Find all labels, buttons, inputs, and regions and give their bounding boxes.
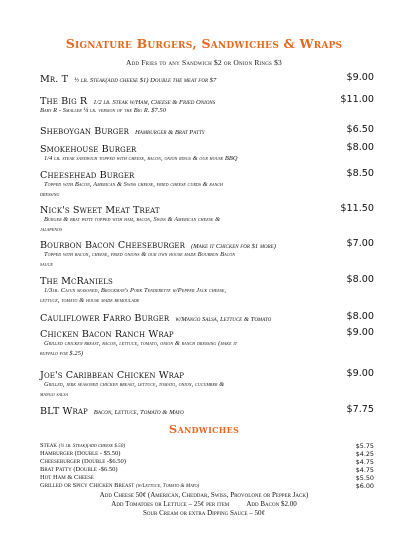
list-item [40, 450, 374, 458]
item-name: Cheesehead Burger [40, 170, 135, 181]
list-item [40, 442, 374, 450]
sandwich-note: (w/Lettuce, Tomato & Mayo) [135, 483, 200, 489]
item-name: Chicken Bacon Ranch Wrap [40, 329, 174, 340]
sandwich-price: $5.50 [355, 474, 374, 482]
item-price: $9.00 [346, 368, 374, 379]
item-inline-desc: w/Mango Salsa, Lettuce & Tomato [175, 316, 272, 323]
sandwich-name: Brat Patty (Double -$6.50) [40, 466, 118, 473]
sandwich-price: $5.75 [355, 442, 374, 450]
item-desc: 1/3lb. Cajun seasoned, Brockman's Pork Tenderette w/Pepper Jack cheese, [44, 287, 227, 294]
menu-item-chicken-bacon-ranch [40, 327, 374, 358]
list-item [40, 482, 374, 490]
sandwich-note: (½ lb. Steak)(add cheese $.50) [58, 443, 126, 449]
item-desc: Baby R - Smaller ¼ lb. version of the Big R. $7.50 [40, 107, 167, 114]
item-price: $8.00 [346, 311, 374, 322]
item-desc: Burger & brat patty topped with ham, bacon, Swiss & American cheese & [44, 216, 221, 223]
item-name: Cauliflower Farro Burger [40, 313, 170, 324]
menu-item-mr-t [40, 72, 374, 84]
item-name: Nick's Sweet Meat Treat [40, 205, 160, 216]
item-inline-desc: Bacon, Lettuce, Tomato & Mayo [93, 409, 184, 416]
menu-item-big-r [40, 94, 374, 116]
sandwiches-list [40, 442, 374, 490]
item-inline-desc: (Make it Chicken for $1 more) [190, 243, 276, 250]
item-name: Joe's Caribbean Chicken Wrap [40, 370, 185, 381]
item-name: Sheboygan Burger [40, 126, 130, 137]
sandwich-name: Grilled or Spicy Chicken Breast [40, 482, 136, 489]
item-price: $6.50 [346, 124, 374, 135]
item-price: $8.00 [346, 142, 374, 153]
menu-item-smokehouse [40, 142, 374, 164]
item-name: Mr. T [40, 74, 69, 85]
item-price: $11.50 [340, 203, 374, 214]
item-desc: lettuce, tomato & house made remoulade [40, 296, 140, 304]
item-inline-desc: 1/2 lb. Steak w/Ham, Cheese & Fried Onions [93, 99, 216, 106]
item-name: The McRaniels [40, 276, 113, 287]
list-item [40, 466, 374, 474]
item-desc: jalapenos [40, 225, 63, 233]
item-desc: Topped with bacon, cheese, fried onions & our own house made Bourbon Bacon [44, 251, 236, 258]
menu-item-caribbean-wrap [40, 368, 374, 399]
item-desc: dressing [40, 190, 60, 198]
menu-item-mcraniels [40, 274, 374, 305]
sandwich-name: Cheeseburger (Double -$6.50) [40, 458, 126, 465]
item-desc: mango salsa [40, 390, 69, 398]
item-price: $7.75 [346, 404, 374, 415]
item-price: $8.00 [346, 274, 374, 285]
menu-item-cheesehead [40, 168, 374, 199]
item-price: $9.00 [346, 327, 374, 338]
item-desc: Grilled chicken breast, bacon, lettuce, tomato, onion & ranch dressing (make it [44, 340, 238, 347]
sandwiches-title: Sandwiches [168, 422, 240, 436]
sandwich-name: Hamburger (Double - $5.50) [40, 450, 121, 457]
sandwich-price: $4.75 [355, 466, 374, 474]
menu-item-sweet-meat-treat [40, 203, 374, 234]
item-price: $8.50 [346, 168, 374, 179]
item-name: BLT Wrap [40, 406, 88, 417]
item-inline-desc: ½ lb. Steak(add cheese $1) Double the meat for $7 [74, 77, 217, 84]
menu-item-sheboygan [40, 124, 374, 136]
sandwich-name: Hot Ham & Cheese [40, 474, 94, 481]
menu-item-cauliflower-farro [40, 311, 374, 323]
list-item [40, 474, 374, 482]
extras-sauce: Sour Cream or extra Dipping Sauce – 50¢ [142, 509, 266, 517]
list-item [40, 458, 374, 466]
menu-title: Signature Burgers, Sandwiches & Wraps [65, 36, 343, 51]
item-name: Bourbon Bacon Cheeseburger [40, 240, 185, 251]
extras-toppings: Add Tomatoes or Lettuce – 25¢ per item Add Bacon $2.00 [111, 500, 297, 508]
item-desc: sauce [40, 260, 53, 268]
item-desc: Topped with Bacon, American & Swiss cheese, fried cheese curds & ranch [44, 181, 224, 188]
item-price: $7.00 [346, 238, 374, 249]
sandwich-price: $4.75 [355, 458, 374, 466]
menu-subtitle: Add Fries to any Sandwich $2 or Onion Rings $3 [126, 58, 282, 67]
sandwich-price: $4.25 [355, 450, 374, 458]
sandwich-price: $6.00 [355, 482, 374, 490]
item-price: $9.00 [346, 72, 374, 83]
item-desc: buffalo for $.25) [40, 349, 84, 357]
item-desc: Grilled, jerk seasoned chicken breast, lettuce, tomato, onion, cucumber & [44, 381, 225, 388]
item-desc: 1/4 lb. steak sandwich topped with cheese, bacon, onion rings & our house BBQ [44, 155, 238, 162]
item-name: The Big R [40, 96, 88, 107]
sandwich-name: Steak [40, 442, 59, 449]
menu-item-bourbon-bacon [40, 238, 374, 269]
item-name: Smokehouse Burger [40, 144, 137, 155]
extras-cheese: Add Cheese 50¢ (American, Cheddar, Swiss, Provolone or Pepper Jack) [99, 491, 309, 499]
item-price: $11.00 [340, 94, 374, 105]
item-inline-desc: Hamburger & Brat Patty [135, 129, 205, 136]
menu-item-blt-wrap [40, 404, 374, 416]
